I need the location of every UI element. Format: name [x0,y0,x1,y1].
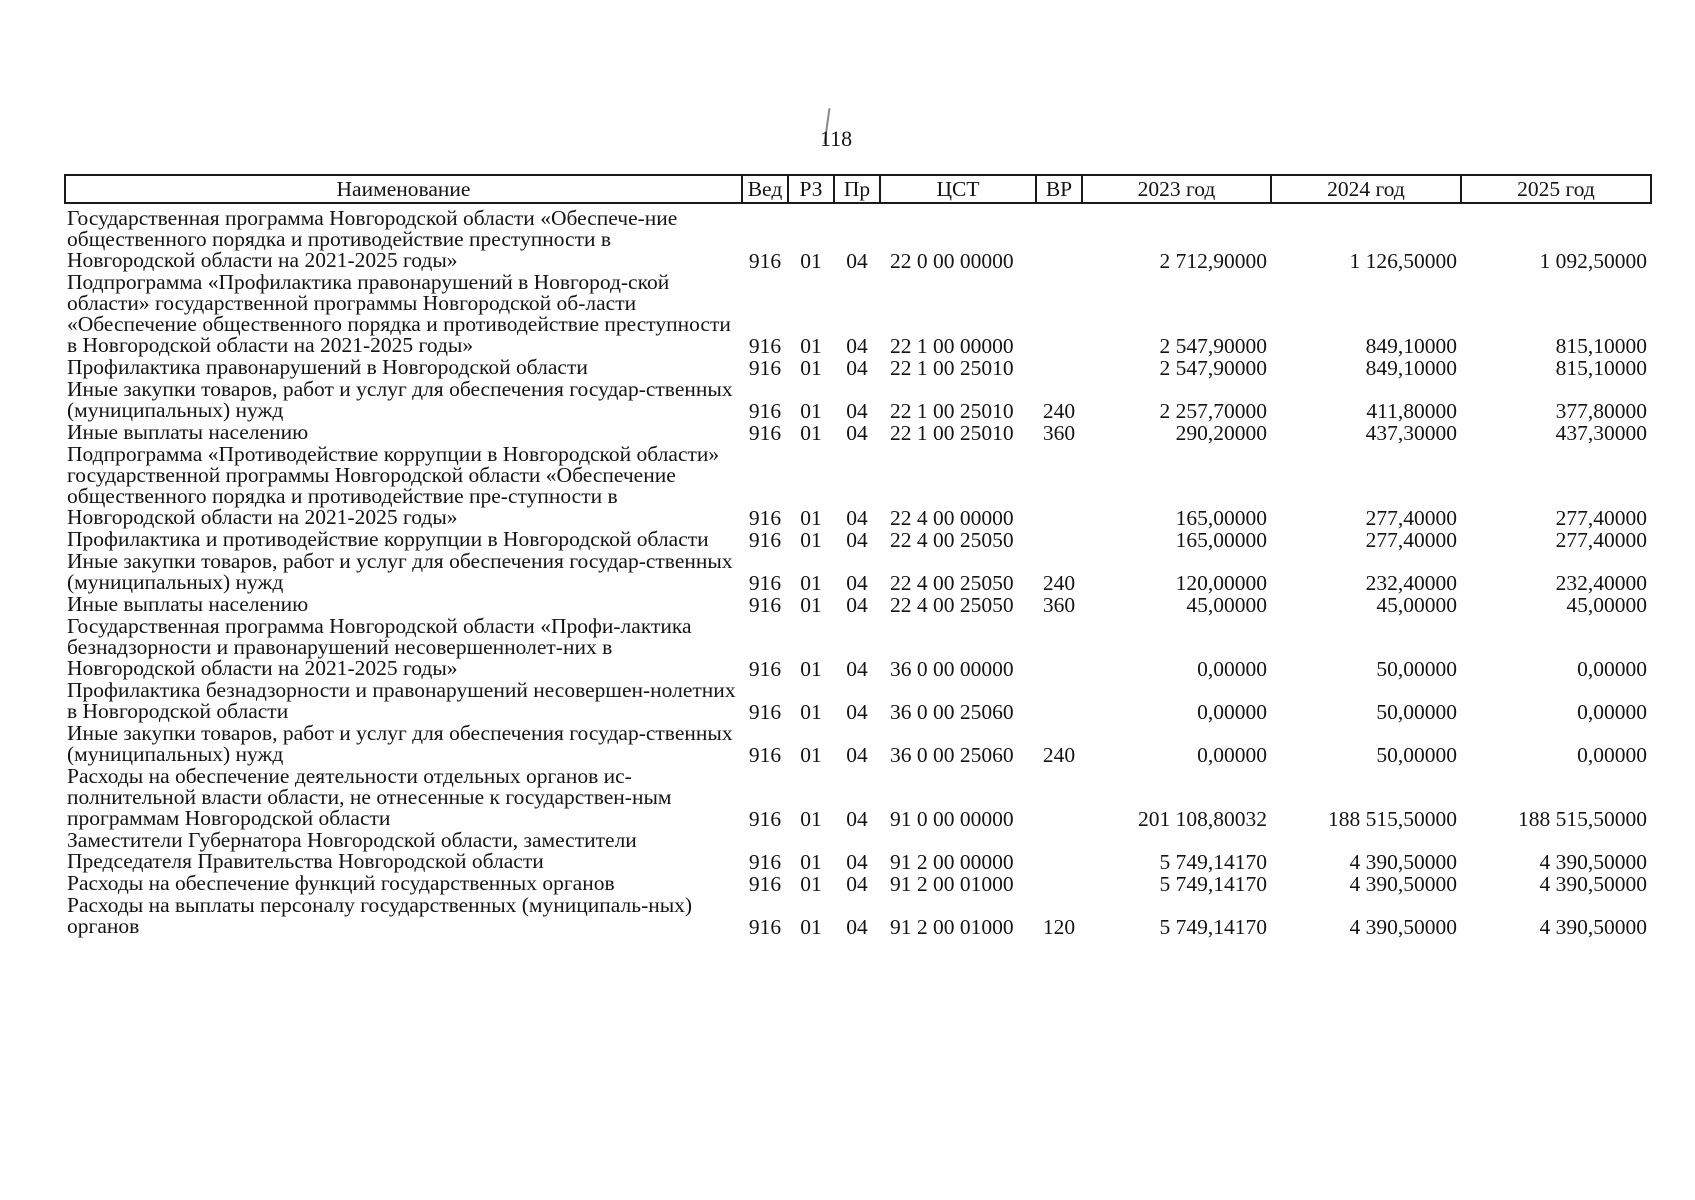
cell-name: Подпрограмма «Профилактика правонарушений в Новгород-ской области» государственной программы Новгородской об-ласти «Обеспечение общественного порядка и противодействие преступности в Новгородской области на 2021-2025 годы» [67,270,731,357]
cell-cst: 22 1 00 00000 [890,334,1014,358]
cell-2023: 5 749,14170 [1159,872,1267,896]
cell-rz: 01 [800,334,822,358]
cell-ved: 916 [748,657,782,681]
cell-2025: 4 390,50000 [1539,850,1647,874]
cell-vr [1036,830,1082,873]
page-number: 118 [820,126,853,151]
cell-rz: 01 [800,700,822,724]
table-row [65,616,1651,680]
cell-2023: 2 547,90000 [1159,356,1267,380]
cell-ved: 916 [748,334,782,358]
cell-name: Иные закупки товаров, работ и услуг для обеспечения государ-ственных (муниципальных) нужд [67,549,733,594]
cell-pr: 04 [846,593,868,617]
cell-ved: 916 [748,850,782,874]
table-row [65,444,1651,529]
cell-2023: 120,00000 [1175,571,1267,595]
header-pr: Пр [834,175,880,203]
cell-pr: 04 [846,506,868,530]
cell-pr: 04 [846,743,868,767]
cell-ved: 916 [748,356,782,380]
cell-ved: 916 [748,593,782,617]
cell-2025: 0,00000 [1577,657,1647,681]
cell-rz: 01 [800,528,822,552]
cell-rz: 01 [800,399,822,423]
cell-name: Государственная программа Новгородской области «Профи-лактика безнадзорности и правонарушений несовершеннолет-них в Новгородской области на 2021-2025 годы» [67,614,692,680]
cell-2023: 0,00000 [1197,743,1267,767]
cell-cst: 22 4 00 25050 [890,593,1014,617]
cell-2024: 437,30000 [1365,421,1457,445]
cell-pr: 04 [846,872,868,896]
cell-ved: 916 [748,506,782,530]
cell-cst: 91 0 00 00000 [890,807,1014,831]
cell-rz: 01 [800,743,822,767]
cell-rz: 01 [800,593,822,617]
cell-pr: 04 [846,399,868,423]
table-row [65,379,1651,422]
cell-ved: 916 [748,249,782,273]
cell-name: Профилактика и противодействие коррупции в Новгородской области [67,527,709,551]
cell-rz: 01 [800,657,822,681]
table-header-row [65,175,1651,203]
header-name: Наименование [65,175,742,203]
cell-name: Подпрограмма «Противодействие коррупции в Новгородской области» государственной программы Новгородской области «Обеспечение общественного порядка и противодействие пре-ступности в Новгородской области на 2021-2025 годы» [67,442,720,529]
cell-pr: 04 [846,421,868,445]
cell-ved: 916 [748,872,782,896]
cell-2024: 411,80000 [1366,399,1457,423]
cell-pr: 04 [846,528,868,552]
cell-2025: 437,30000 [1555,421,1647,445]
cell-2025: 377,80000 [1555,399,1647,423]
cell-cst: 36 0 00 25060 [890,743,1014,767]
cell-pr: 04 [846,807,868,831]
cell-vr [1036,357,1082,379]
table-row [65,551,1651,594]
cell-2023: 45,00000 [1186,593,1267,617]
header-vr: ВР [1036,175,1082,203]
cell-name: Профилактика правонарушений в Новгородской области [67,355,588,379]
cell-2024: 45,00000 [1376,593,1457,617]
cell-2024: 1 126,50000 [1349,249,1457,273]
cell-rz: 01 [800,506,822,530]
table-row [65,723,1651,766]
cell-cst: 22 4 00 25050 [890,528,1014,552]
header-ved: Вед [742,175,788,203]
cell-pr: 04 [846,356,868,380]
cell-rz: 01 [800,872,822,896]
cell-rz: 01 [800,850,822,874]
header-cst: ЦСТ [880,175,1036,203]
cell-rz: 01 [800,421,822,445]
cell-cst: 22 4 00 00000 [890,506,1014,530]
cell-cst: 36 0 00 00000 [890,657,1014,681]
cell-ved: 916 [748,743,782,767]
cell-cst: 91 2 00 00000 [890,850,1014,874]
cell-name: Иные закупки товаров, работ и услуг для обеспечения государ-ственных (муниципальных) нужд [67,377,733,422]
cell-2024: 277,40000 [1365,528,1457,552]
cell-2025: 277,40000 [1555,506,1647,530]
header-2025: 2025 год [1461,175,1651,203]
cell-ved: 916 [748,528,782,552]
table-row [65,529,1651,551]
cell-ved: 916 [748,571,782,595]
cell-2023: 2 547,90000 [1159,334,1267,358]
header-2023: 2023 год [1082,175,1271,203]
cell-2025: 277,40000 [1555,528,1647,552]
cell-2024: 849,10000 [1365,334,1457,358]
cell-2025: 45,00000 [1566,593,1647,617]
cell-pr: 04 [846,249,868,273]
cell-2023: 201 108,80032 [1138,807,1267,831]
cell-vr: 240 [1042,399,1076,423]
cell-cst: 91 2 00 01000 [890,915,1014,939]
cell-2024: 4 390,50000 [1349,850,1457,874]
cell-pr: 04 [846,915,868,939]
cell-2023: 5 749,14170 [1159,915,1267,939]
cell-ved: 916 [748,399,782,423]
cell-cst: 22 1 00 25010 [890,399,1014,423]
cell-cst: 36 0 00 25060 [890,700,1014,724]
cell-2024: 50,00000 [1376,657,1457,681]
cell-2023: 2 712,90000 [1159,249,1267,273]
cell-pr: 04 [846,571,868,595]
cell-2024: 4 390,50000 [1349,872,1457,896]
cell-rz: 01 [800,249,822,273]
cell-cst: 22 4 00 25050 [890,571,1014,595]
budget-table [64,174,1652,938]
cell-name: Расходы на обеспечение деятельности отдельных органов ис-полнительной власти области, не отнесенные к государствен-ным программам Новгородской области [67,764,672,830]
table-row [65,203,1651,272]
cell-pr: 04 [846,657,868,681]
table-row [65,357,1651,379]
cell-pr: 04 [846,850,868,874]
cell-vr: 120 [1042,915,1076,939]
cell-2023: 0,00000 [1197,657,1267,681]
header-rz: РЗ [788,175,834,203]
cell-vr [1036,680,1082,723]
cell-2024: 849,10000 [1365,356,1457,380]
cell-vr [1036,444,1082,529]
table-body [65,203,1651,938]
cell-2024: 50,00000 [1376,700,1457,724]
cell-name: Государственная программа Новгородской области «Обеспече-ние общественного порядка и противодействие преступности в Новгородской области на 2021-2025 годы» [67,206,678,272]
cell-vr: 240 [1042,743,1076,767]
table-row [65,895,1651,938]
cell-pr: 04 [846,334,868,358]
cell-cst: 22 0 00 00000 [890,249,1014,273]
table-row [65,680,1651,723]
cell-name: Заместители Губернатора Новгородской области, заместители Председателя Правительства Новгородской области [67,828,637,873]
cell-2024: 50,00000 [1376,743,1457,767]
cell-2024: 232,40000 [1365,571,1457,595]
cell-2023: 165,00000 [1175,528,1267,552]
table-row [65,272,1651,357]
cell-rz: 01 [800,807,822,831]
cell-vr: 360 [1042,421,1076,445]
cell-2025: 815,10000 [1555,356,1647,380]
cell-vr: 240 [1042,571,1076,595]
cell-2025: 4 390,50000 [1539,872,1647,896]
cell-2025: 4 390,50000 [1539,915,1647,939]
cell-vr [1036,272,1082,357]
cell-cst: 91 2 00 01000 [890,872,1014,896]
cell-vr [1036,873,1082,895]
cell-name: Иные закупки товаров, работ и услуг для обеспечения государ-ственных (муниципальных) нужд [67,721,733,766]
cell-2024: 277,40000 [1365,506,1457,530]
cell-ved: 916 [748,700,782,724]
cell-2025: 188 515,50000 [1518,807,1647,831]
cell-2023: 2 257,70000 [1159,399,1267,423]
cell-2023: 290,20000 [1175,421,1267,445]
cell-cst: 22 1 00 25010 [890,356,1014,380]
table-row [65,873,1651,895]
cell-2023: 5 749,14170 [1159,850,1267,874]
header-2024: 2024 год [1271,175,1461,203]
cell-vr [1036,616,1082,680]
cell-2025: 0,00000 [1577,743,1647,767]
cell-rz: 01 [800,356,822,380]
table-row [65,830,1651,873]
cell-vr [1036,766,1082,830]
cell-name: Иные выплаты населению [67,592,309,616]
table-row [65,422,1651,444]
cell-2025: 815,10000 [1555,334,1647,358]
cell-cst: 22 1 00 25010 [890,421,1014,445]
cell-2024: 4 390,50000 [1349,915,1457,939]
cell-2023: 0,00000 [1197,700,1267,724]
cell-2025: 1 092,50000 [1539,249,1647,273]
table-row [65,594,1651,616]
cell-2025: 0,00000 [1577,700,1647,724]
cell-vr: 360 [1042,593,1076,617]
table-row [65,766,1651,830]
cell-2025: 232,40000 [1555,571,1647,595]
cell-ved: 916 [748,421,782,445]
cell-name: Иные выплаты населению [67,420,309,444]
cell-2023: 165,00000 [1175,506,1267,530]
cell-pr: 04 [846,700,868,724]
cell-vr [1036,529,1082,551]
cell-name: Профилактика безнадзорности и правонарушений несовершен-нолетних в Новгородской области [67,678,736,723]
cell-name: Расходы на выплаты персоналу государственных (муниципаль-ных) органов [67,893,693,938]
cell-rz: 01 [800,571,822,595]
cell-vr [1036,203,1082,272]
cell-2024: 188 515,50000 [1328,807,1457,831]
cell-name: Расходы на обеспечение функций государственных органов [67,871,615,895]
cell-ved: 916 [748,807,782,831]
cell-rz: 01 [800,915,822,939]
cell-ved: 916 [748,915,782,939]
